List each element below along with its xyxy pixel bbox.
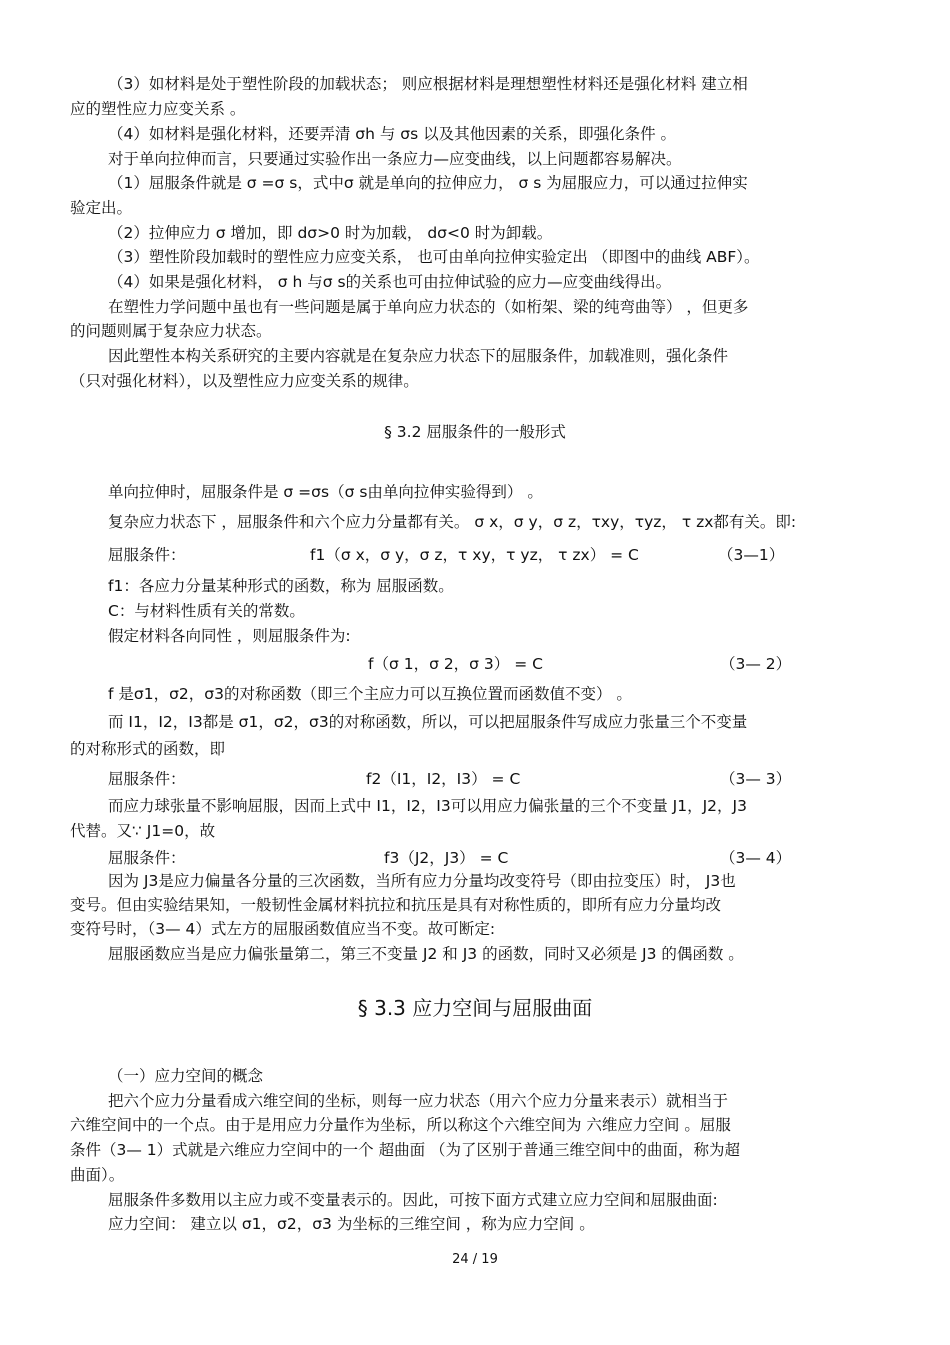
- text-line: （3）塑性阶段加载时的塑性应力应变关系， 也可由单向拉伸实验定出 （即图中的曲线 ABF）。: [108, 248, 760, 266]
- text-line: 变号。但由实验结果知，一般韧性金属材料抗拉和抗压是具有对称性质的，即所有应力分量均改: [70, 896, 722, 914]
- equation: f2（I1，I2，I3） = C: [366, 770, 521, 788]
- text-line: （一）应力空间的概念: [108, 1067, 264, 1085]
- text-line: （2）拉伸应力 σ 增加，即 dσ>0 时为加载， dσ<0 时为卸载。: [108, 224, 553, 242]
- text-line: 在塑性力学问题中虽也有一些问题是属于单向应力状态的（如桁架、梁的纯弯曲等） ，但更多: [108, 298, 749, 316]
- page-number: 24 / 19: [452, 1252, 498, 1267]
- text-line: f1：各应力分量某种形式的函数，称为 屈服函数。: [108, 577, 454, 595]
- text-line: （只对强化材料），以及塑性应力应变关系的规律。: [70, 372, 419, 390]
- equation-number: （3—1）: [718, 546, 785, 564]
- text-line: 而 I1，I2，I3都是 σ1，σ2，σ3的对称函数，所以，可以把屈服条件写成应力张量三个不变量: [108, 713, 748, 731]
- text-line: 把六个应力分量看成六维空间的坐标，则每一应力状态（用六个应力分量来表示）就相当于: [108, 1092, 729, 1110]
- text-line: 对于单向拉伸而言，只要通过实验作出一条应力—应变曲线，以上问题都容易解决。: [108, 150, 682, 168]
- text-line: 六维空间中的一个点。由于是用应力分量作为坐标，所以称这个六维空间为 六维应力空间 。屈服: [70, 1116, 731, 1134]
- equation-number: （3— 4）: [720, 849, 792, 867]
- text-line: 曲面）。: [70, 1166, 125, 1184]
- text-line: 应力空间： 建立以 σ1，σ2，σ3 为坐标的三维空间 ，称为应力空间 。: [108, 1215, 595, 1233]
- section-heading: § 3.3 应力空间与屈服曲面: [357, 996, 593, 1020]
- text-line: f 是σ1，σ2，σ3的对称函数（即三个主应力可以互换位置而函数值不变） 。: [108, 685, 632, 703]
- text-line: 屈服条件多数用以主应力或不变量表示的。因此，可按下面方式建立应力空间和屈服曲面:: [108, 1191, 718, 1209]
- equation-label: 屈服条件：: [108, 770, 186, 788]
- equation-number: （3— 3）: [720, 770, 792, 788]
- text-line: 的对称形式的函数，即: [70, 740, 226, 758]
- text-line: 代替。又∵ J1=0，故: [70, 822, 216, 840]
- text-line: （4）如果是强化材料， σ h 与σ s的关系也可由拉伸试验的应力—应变曲线得出。: [108, 273, 672, 291]
- text-line: 变符号时，（3— 4）式左方的屈服函数值应当不变。故可断定:: [70, 920, 496, 938]
- text-line: （4）如材料是强化材料，还要弄清 σh 与 σs 以及其他因素的关系，即强化条件 。: [108, 125, 677, 143]
- equation-label: 屈服条件：: [108, 849, 186, 867]
- text-line: 单向拉伸时，屈服条件是 σ =σs（σ s由单向拉伸实验得到） 。: [108, 483, 543, 501]
- text-line: 因此塑性本构关系研究的主要内容就是在复杂应力状态下的屈服条件，加载准则，强化条件: [108, 347, 729, 365]
- text-line: 假定材料各向同性 ，则屈服条件为:: [108, 627, 351, 645]
- equation: f1（σ x，σ y，σ z，τ xy，τ yz， τ zx） = C: [310, 546, 639, 564]
- equation: f3（J2，J3） = C: [384, 849, 509, 867]
- text-line: 条件（3— 1）式就是六维应力空间中的一个 超曲面 （为了区别于普通三维空间中的曲面，称为超: [70, 1141, 741, 1159]
- equation-number: （3— 2）: [720, 655, 792, 673]
- text-line: 复杂应力状态下 ，屈服条件和六个应力分量都有关。 σ x，σ y，σ z，τxy，τyz， τ zx都有关。即:: [108, 513, 797, 531]
- text-line: 而应力球张量不影响屈服，因而上式中 I1，I2，I3可以用应力偏张量的三个不变量 J1，J2，J3: [108, 797, 747, 815]
- equation-label: 屈服条件：: [108, 546, 186, 564]
- text-line: 屈服函数应当是应力偏张量第二，第三不变量 J2 和 J3 的函数，同时又必须是 J3 的偶函数 。: [108, 945, 744, 963]
- text-line: （1）屈服条件就是 σ =σ s，式中σ 就是单向的拉伸应力， σ s 为屈服应力，可以通过拉伸实: [108, 174, 748, 192]
- text-line: 的问题则属于复杂应力状态。: [70, 322, 272, 340]
- text-line: C：与材料性质有关的常数。: [108, 602, 305, 620]
- section-heading: § 3.2 屈服条件的一般形式: [384, 423, 566, 441]
- text-line: 应的塑性应力应变关系 。: [70, 100, 246, 118]
- equation: f（σ 1，σ 2，σ 3） = C: [368, 655, 543, 673]
- text-line: （3）如材料是处于塑性阶段的加载状态； 则应根据材料是理想塑性材料还是强化材料 建立相: [108, 75, 748, 93]
- text-line: 因为 J3是应力偏量各分量的三次函数，当所有应力分量均改变符号（即由拉变压）时， J3也: [108, 872, 736, 890]
- text-line: 验定出。: [70, 199, 133, 217]
